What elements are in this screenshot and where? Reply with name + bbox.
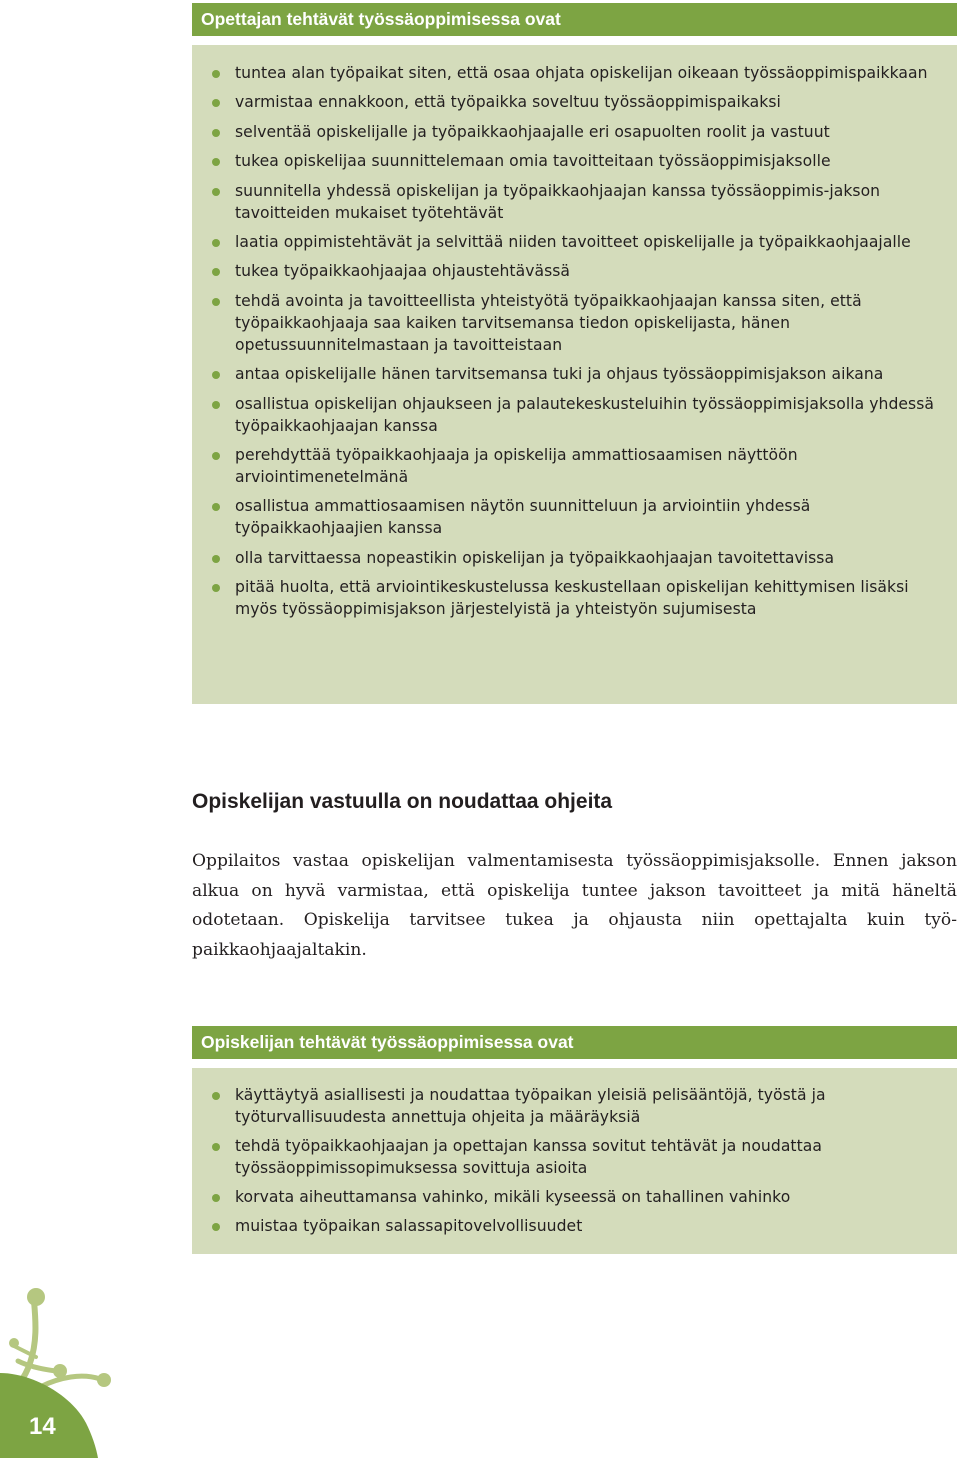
bullet-icon bbox=[212, 401, 220, 409]
list-item bbox=[206, 1135, 945, 1179]
student-duties-title: Opiskelijan tehtävät työssäoppimisessa ovat bbox=[201, 1032, 574, 1052]
list-item bbox=[206, 150, 945, 172]
student-duties-header bbox=[192, 1026, 957, 1059]
bullet-icon bbox=[212, 555, 220, 563]
bullet-icon bbox=[212, 1223, 220, 1231]
list-item bbox=[206, 547, 945, 569]
list-item-text: tehdä työpaikkaohjaajan ja opettajan kanssa sovitut tehtävät ja noudattaa työssäoppimissopimuksessa sovittuja asioita bbox=[235, 1137, 822, 1177]
list-item-text: varmistaa ennakkoon, että työpaikka soveltuu työssäoppimispaikaksi bbox=[235, 93, 781, 112]
bullet-icon bbox=[212, 452, 220, 460]
list-item bbox=[206, 91, 945, 113]
bullet-icon bbox=[212, 503, 220, 511]
section-heading: Opiskelijan vastuulla on noudattaa ohjeita bbox=[192, 790, 613, 813]
bullet-icon bbox=[212, 1092, 220, 1100]
list-item-text: olla tarvittaessa nopeastikin opiskelijan ja työpaikkaohjaajan tavoitettavissa bbox=[235, 548, 835, 567]
student-duties-list-box bbox=[192, 1068, 957, 1254]
list-item-text: perehdyttää työpaikkaohjaaja ja opiskelija ammattiosaamisen näyttöön arviointimenetelmänä bbox=[235, 445, 798, 486]
student-duties-list bbox=[206, 1084, 945, 1237]
list-item-text: laatia oppimistehtävät ja selvittää niiden tavoitteet opiskelijalle ja työpaikkaohjaajalle bbox=[235, 232, 911, 251]
corner-decoration bbox=[0, 1283, 140, 1458]
bullet-icon bbox=[212, 70, 220, 78]
list-item bbox=[206, 180, 945, 224]
list-item-text: osallistua opiskelijan ohjaukseen ja palautekeskusteluihin työssäoppimisjaksolla yhdessä työpaikkaohjaajan kanssa bbox=[235, 394, 934, 435]
list-item-text: selventää opiskelijalle ja työpaikkaohjaajalle eri osapuolten roolit ja vastuut bbox=[235, 122, 830, 141]
section-paragraph: Oppilaitos vastaa opiskelijan valmentamisesta työssäoppimisjaksolle. Ennen jakson alkua on hyvä varmistaa, että opiskelija tuntee jakson tavoitteet ja mitä häneltä odotetaan. Opiskelija tarvitsee tukea ja ohjausta niin opettajalta kuin työpaikkaohjaajaltakin. bbox=[192, 851, 957, 960]
teacher-duties-header bbox=[192, 3, 957, 36]
list-item bbox=[206, 1084, 945, 1128]
list-item-text: muistaa työpaikan salassapitovelvollisuudet bbox=[235, 1217, 583, 1235]
list-item-text: tehdä avointa ja tavoitteellista yhteistyötä työpaikkaohjaajan kanssa siten, että työpaikkaohjaaja saa kaiken tarvitsemansa tiedon opiskelijasta, hänen opetussuunnitelmastaan ja tavoitteistaan bbox=[235, 291, 862, 354]
list-item bbox=[206, 576, 945, 620]
bullet-icon bbox=[212, 268, 220, 276]
bullet-icon bbox=[212, 298, 220, 306]
list-item-text: korvata aiheuttamansa vahinko, mikäli kyseessä on tahallinen vahinko bbox=[235, 1188, 791, 1206]
list-item bbox=[206, 121, 945, 143]
list-item bbox=[206, 393, 945, 437]
list-item bbox=[206, 363, 945, 385]
bullet-icon bbox=[212, 371, 220, 379]
list-item-text: antaa opiskelijalle hänen tarvitsemansa tuki ja ohjaus työssäoppimisjakson aikana bbox=[235, 365, 884, 384]
list-item bbox=[206, 495, 945, 539]
list-item bbox=[206, 62, 945, 84]
list-item bbox=[206, 231, 945, 253]
bullet-icon bbox=[212, 1194, 220, 1202]
bullet-icon bbox=[212, 99, 220, 107]
list-item bbox=[206, 1215, 945, 1237]
bullet-icon bbox=[212, 1143, 220, 1151]
list-item-text: tukea työpaikkaohjaajaa ohjaustehtävässä bbox=[235, 262, 571, 281]
list-item bbox=[206, 1186, 945, 1208]
teacher-duties-title: Opettajan tehtävät työssäoppimisessa ovat bbox=[201, 9, 561, 29]
list-item-text: tukea opiskelijaa suunnittelemaan omia tavoitteitaan työssäoppimisjaksolle bbox=[235, 152, 831, 171]
bullet-icon bbox=[212, 129, 220, 137]
bullet-icon bbox=[212, 584, 220, 592]
list-item-text: tuntea alan työpaikat siten, että osaa ohjata opiskelijan oikeaan työssäoppimispaikkaan bbox=[235, 64, 928, 82]
list-item-text: suunnitella yhdessä opiskelijan ja työpaikkaohjaajan kanssa työssäoppimis-jakson tavoitteiden mukaiset työtehtävät bbox=[235, 181, 881, 222]
bullet-icon bbox=[212, 188, 220, 196]
page-number: 14 bbox=[29, 1413, 56, 1440]
list-item-text: käyttäytyä asiallisesti ja noudattaa työpaikan yleisiä pelisääntöjä, työstä ja työturvallisuudesta annettuja ohjeita ja määräyksiä bbox=[235, 1086, 826, 1126]
list-item-text: pitää huolta, että arviointikeskustelussa keskustellaan opiskelijan kehittymisen lisäksi myös työssäoppimisjakson järjestelyistä ja yhteistyön sujumisesta bbox=[235, 578, 909, 619]
list-item-text: osallistua ammattiosaamisen näytön suunnitteluun ja arviointiin yhdessä työpaikkaohjaajien kanssa bbox=[235, 497, 811, 538]
bullet-icon bbox=[212, 239, 220, 247]
teacher-duties-list bbox=[206, 62, 945, 620]
list-item bbox=[206, 444, 945, 488]
list-item bbox=[206, 260, 945, 282]
list-item bbox=[206, 290, 945, 356]
teacher-duties-list-box bbox=[192, 45, 957, 704]
bullet-icon bbox=[212, 158, 220, 166]
